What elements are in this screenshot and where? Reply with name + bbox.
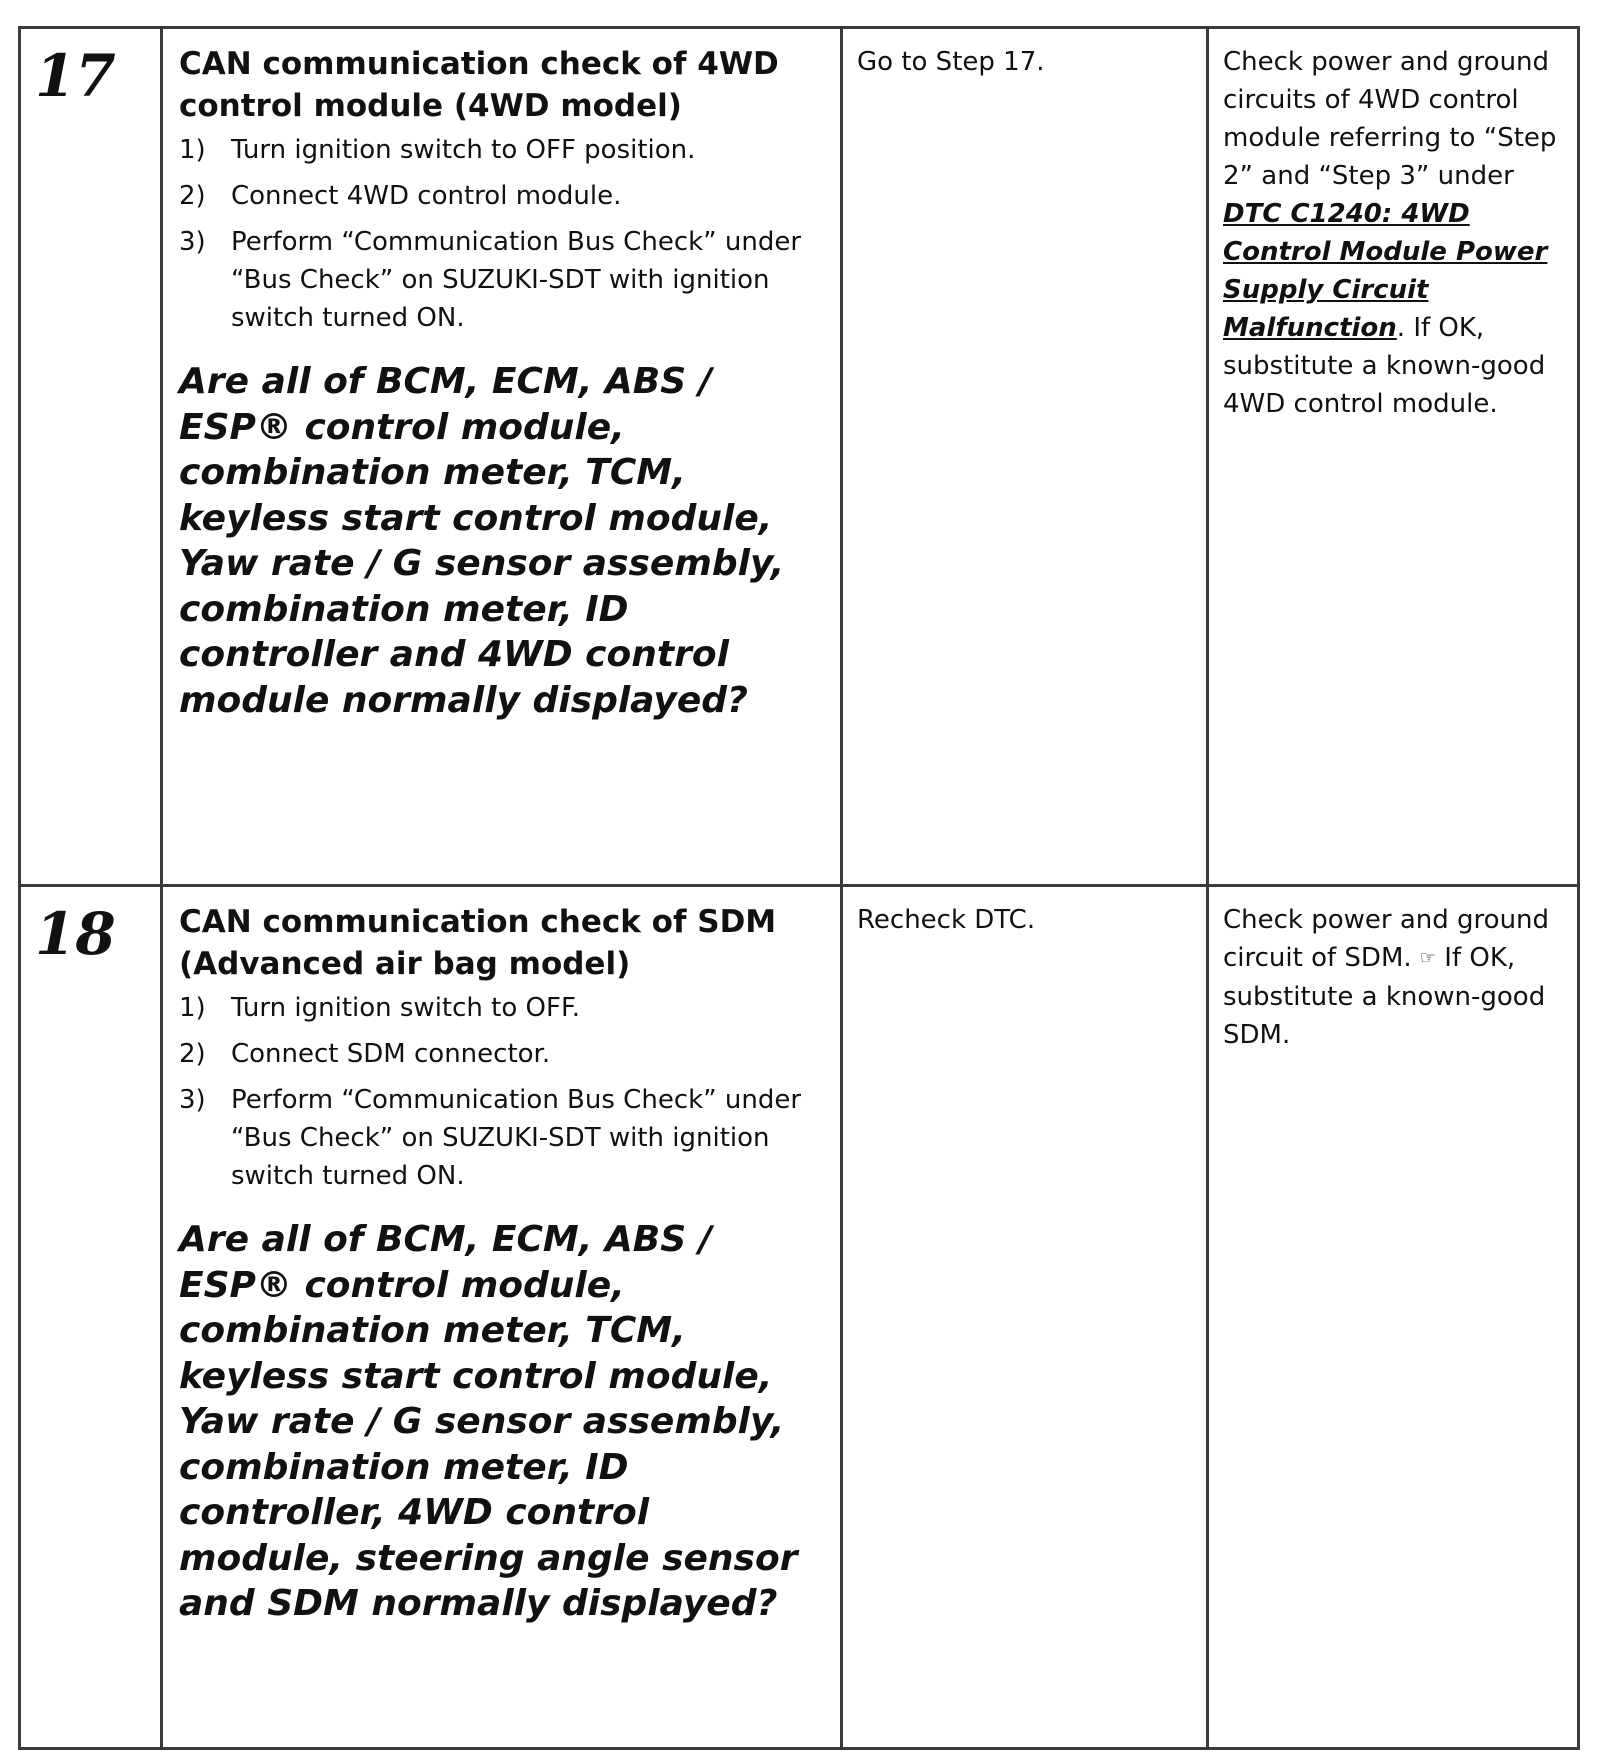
step-cell: [21, 29, 163, 884]
step-title: CAN communication check of SDM (Advanced air bag model): [179, 904, 777, 982]
reference-icon[interactable]: ☞: [1419, 947, 1437, 969]
no-result-cell: [1209, 29, 1577, 884]
table-row-step-17: [21, 29, 1577, 887]
diagnostic-table: [18, 26, 1580, 1750]
action-item: 3) Perform “Communication Bus Check” under “Bus Check” on SUZUKI-SDT with ignition switch turned ON.: [179, 227, 802, 333]
no-result-cell: [1209, 887, 1577, 1747]
action-item: 1) Turn ignition switch to OFF position.: [179, 135, 696, 165]
step-number: 18: [35, 900, 116, 968]
action-item: 2) Connect SDM connector.: [179, 1039, 551, 1069]
action-list: [179, 989, 824, 1195]
yes-result-cell: [843, 29, 1209, 884]
action-item: 3) Perform “Communication Bus Check” under “Bus Check” on SUZUKI-SDT with ignition switch turned ON.: [179, 1085, 802, 1191]
step-number: 17: [35, 42, 116, 110]
no-result: Check power and ground circuits of 4WD control module referring to “Step 2” and “Step 3” under DTC C1240: 4WD Control Module Power Supply Circuit Malfunction. If OK, substitute a known-good 4WD control module.: [1223, 47, 1557, 419]
no-result: Check power and ground circuit of SDM. ☞ If OK, substitute a known-good SDM.: [1223, 905, 1550, 1050]
table-row-step-18: [21, 887, 1577, 1747]
step-cell: [21, 887, 163, 1747]
action-item: 2) Connect 4WD control module.: [179, 181, 622, 211]
check-question: Are all of BCM, ECM, ABS / ESP® control module, combination meter, TCM, keyless start control module, Yaw rate / G sensor assembly, combination meter, ID controller, 4WD control module, steering angle sensor and SDM normally displayed?: [179, 1219, 798, 1624]
yes-result: Go to Step 17.: [857, 47, 1045, 77]
dtc-c1240-link[interactable]: DTC C1240: 4WD Control Module Power Supply Circuit Malfunction: [1223, 199, 1548, 343]
action-list: [179, 131, 824, 337]
action-cell: [163, 887, 843, 1747]
action-cell: [163, 29, 843, 884]
step-title: CAN communication check of 4WD control module (4WD model): [179, 46, 779, 124]
action-item: 1) Turn ignition switch to OFF.: [179, 993, 580, 1023]
check-question: Are all of BCM, ECM, ABS / ESP® control module, combination meter, TCM, keyless start control module, Yaw rate / G sensor assembly, combination meter, ID controller and 4WD control module normally displayed?: [179, 361, 785, 721]
yes-result-cell: [843, 887, 1209, 1747]
yes-result: Recheck DTC.: [857, 905, 1036, 935]
